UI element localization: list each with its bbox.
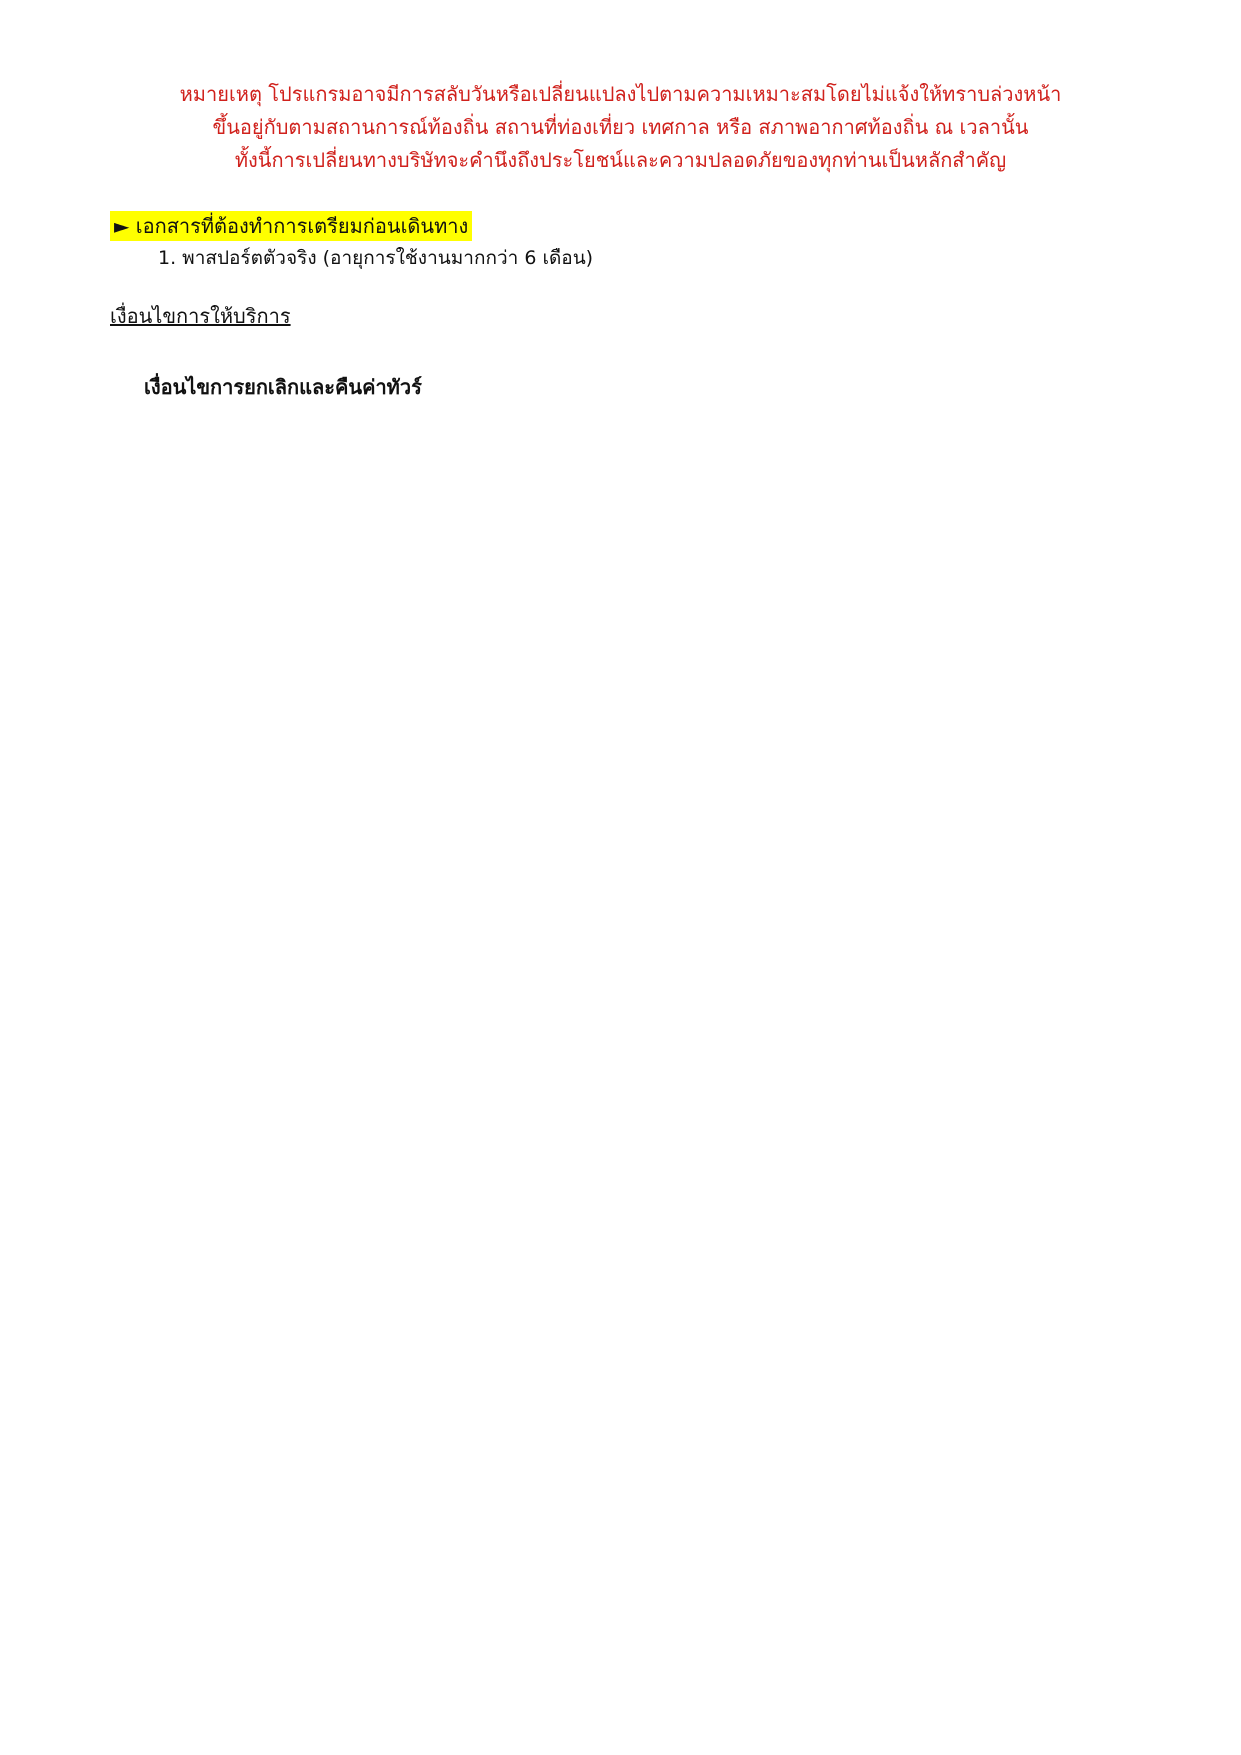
documents-heading: ► เอกสารที่ต้องทำการเตรียมก่อนเดินทาง	[110, 211, 472, 241]
documents-item: 1. พาสปอร์ตตัวจริง (อายุการใช้งานมากกว่า 6 เดือน)	[158, 247, 594, 269]
cancellation-heading: เงื่อนไขการยกเลิกและคืนค่าทัวร์	[144, 375, 422, 399]
program-change-notice	[110, 78, 1131, 177]
service-conditions-heading: เงื่อนไขการให้บริการ	[110, 304, 291, 328]
notice-line: หมายเหตุ โปรแกรมอาจมีการสลับวันหรือเปลี่ยนแปลงไปตามความเหมาะสมโดยไม่แจ้งให้ทราบล่วงหน้า	[179, 82, 1062, 106]
notice-line: ทั้งนี้การเปลี่ยนทางบริษัทจะคำนึงถึงประโยชน์และความปลอดภัยของทุกท่านเป็นหลักสำคัญ	[234, 148, 1007, 172]
notice-line: ขึ้นอยู่กับตามสถานการณ์ท้องถิ่น สถานที่ท่องเที่ยว เทศกาล หรือ สภาพอากาศท้องถิ่น ณ เวลานั้น	[212, 115, 1029, 139]
